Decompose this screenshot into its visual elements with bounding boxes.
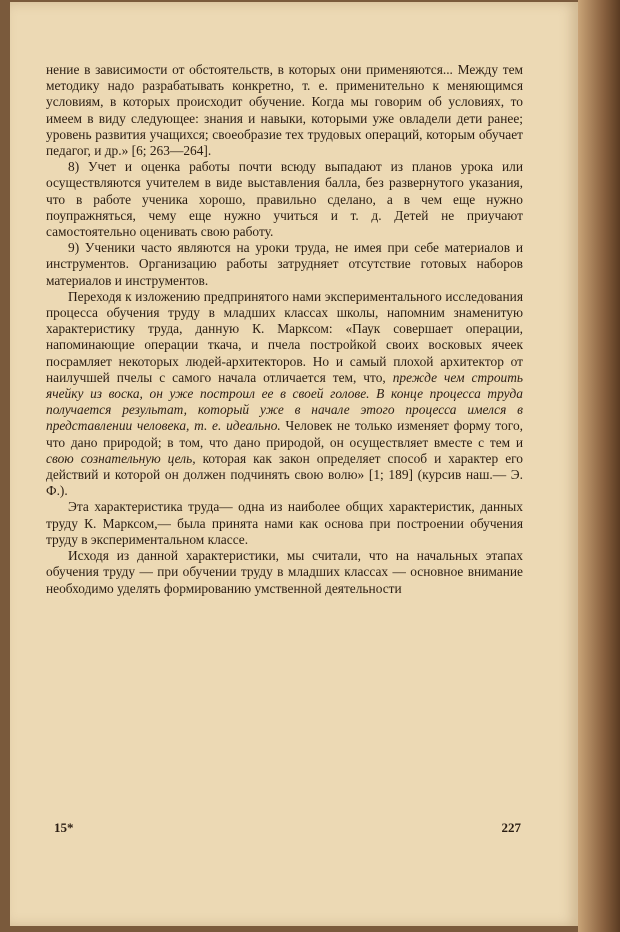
quote-italic-1: прежде чем строить ячейку из воска, он уже построил ее в своей голове. В конце процесса труда получается результат, который уже в начале этого процесса имелся в представлении человека, т. е. идеально. (46, 369, 523, 434)
signature-mark: 15* (54, 820, 74, 835)
quote-italic-2: свою сознательную цель, (46, 450, 196, 466)
paragraph-conclusion: Исходя из данной характеристики, мы считали, что на начальных этапах обучения труду — при обучении труду в младших классах — основное внимание необходимо уделять формированию умственной деятельности (46, 548, 523, 596)
book-page (10, 2, 578, 926)
paragraph-item-9: 9) Ученики часто являются на уроки труда, не имея при себе материалов и инструментов. Организацию работы затрудняет отсутствие готовых наборов материалов и инструментов. (46, 240, 523, 288)
quote-text-middle: Человек не только изменяет форму того, что дано природой; в том, что дано природой, он осуществляет вместе с тем и (46, 418, 523, 450)
paragraph-item-8: 8) Учет и оценка работы почти всюду выпадают из планов урока или осуществляются учителем в виде выставления балла, без развернутого указания, что в работе ученика хорошо, правильно сделано, а в чем еще нужно поупражняться, чему еще нужно учиться и т. д. Детей не приучают самостоятельно оценивать свою работу. (46, 159, 523, 240)
quote-text-start: Переходя к изложению предпринятого нами экспериментального исследования процесса обучения труду в младших классах школы, напомним знаменитую характеристику труда, данную К. Марксом: «Паук совершает операции, напоминающие операции ткача, и пчела постройкой своих восковых ячеек посрамляет некоторых людей-архитекторов. Но и самый плохой архитектор от наилучшей пчелы с самого начала отличается тем, что, (46, 288, 523, 385)
paragraph-marx-quote (46, 289, 523, 500)
page-body-text (46, 62, 523, 597)
quote-text-end: которая как закон определяет способ и характер его действий и которой он должен подчинять свою волю» [1; 189] (курсив наш.— Э. Ф.). (46, 450, 523, 499)
page-number: 227 (501, 820, 521, 835)
book-spine-edge (578, 0, 620, 932)
paragraph-continuation: нение в зависимости от обстоятельств, в которых они применяются... Между тем методику надо разрабатывать конкретно, т. е. применительно к меняющимся условиям, в которых происходит обучение. Когда мы говорим об условиях, то имеем в виду следующее: знания и навыки, которыми уже овладели дети ранее; уровень развития учащихся; своеобразие тех трудовых операций, которым обучает педагог, и др.» [6; 263—264]. (46, 62, 523, 159)
paragraph-characteristic: Эта характеристика труда— одна из наиболее общих характеристик, данных труду К. Марксом,— была принята нами как основа при построении обучения труду в экспериментальном классе. (46, 499, 523, 547)
